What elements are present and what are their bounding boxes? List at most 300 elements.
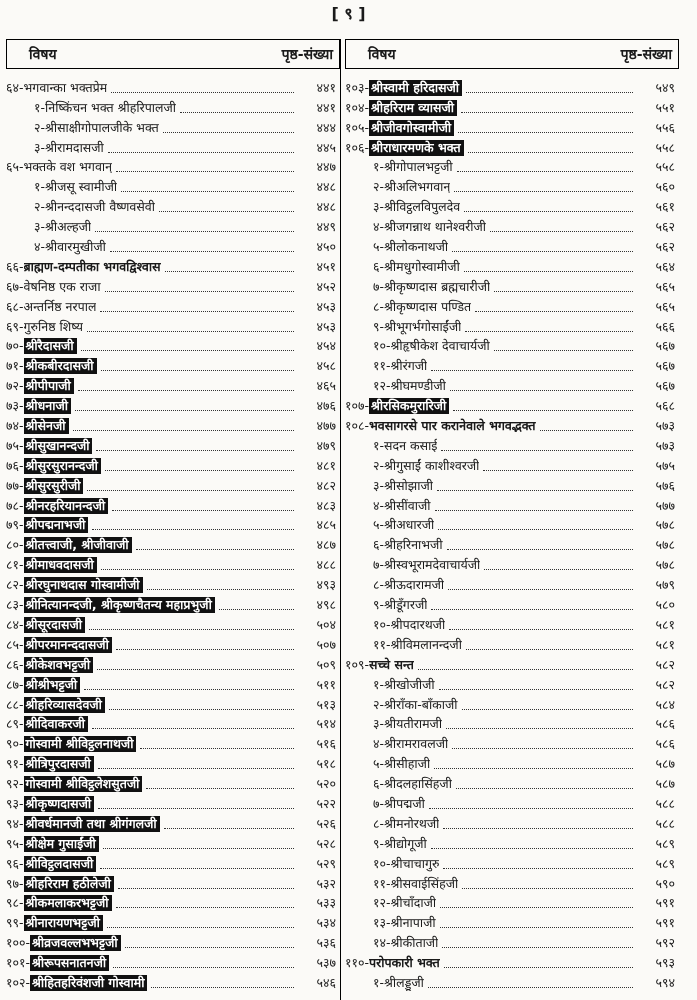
entry-title: श्रीखोजीजी [384, 676, 435, 692]
toc-entry [6, 175, 340, 195]
toc-entry [345, 335, 679, 355]
dot-leader [110, 251, 294, 252]
toc-entry [6, 335, 340, 355]
entry-title: श्रीसवाईसिंहजी [390, 875, 459, 891]
toc-entry [6, 732, 340, 752]
entry-title: श्रीश्रीभट्टजी [24, 677, 81, 693]
entry-title: श्रीमधुगोस्वामीजी [384, 258, 460, 274]
entry-number: ७२- [6, 378, 24, 394]
entry-page-number: ५९३ [655, 955, 675, 971]
dot-leader [78, 390, 294, 391]
entry-title: श्रीपीपाजी [24, 378, 74, 394]
entry-page-number: ४४८ [316, 199, 336, 215]
entry-number: ७५- [6, 437, 24, 453]
toc-entry [345, 613, 679, 633]
dot-leader [429, 808, 633, 809]
entry-page-number: ५९४ [655, 974, 675, 990]
toc-entry [345, 553, 679, 573]
entry-number: ६७- [6, 278, 24, 294]
toc-entry [345, 732, 679, 752]
dot-leader [468, 152, 633, 153]
entry-number: ७०- [6, 338, 24, 354]
entry-number: ८३- [6, 597, 24, 613]
toc-entry [345, 474, 679, 494]
dot-leader [418, 669, 633, 670]
entry-number: १०- [373, 855, 391, 871]
entry-number: ६- [373, 258, 385, 274]
dot-leader [462, 888, 633, 889]
entry-number: ८४- [6, 616, 24, 632]
subject-label: विषय [29, 46, 57, 63]
entry-page-number: ५५८ [655, 139, 675, 155]
toc-column-right [345, 39, 679, 1000]
entry-title: श्रीभूगर्भगोसाईंजी [384, 318, 462, 334]
entry-number: ११०- [345, 955, 370, 971]
dot-leader [437, 490, 633, 491]
entry-number: ९९- [6, 915, 24, 931]
entry-number: ९७- [6, 875, 24, 891]
toc-entry [345, 673, 679, 693]
dot-leader [95, 231, 294, 232]
toc-entry [345, 354, 679, 374]
toc-entry [345, 394, 679, 414]
toc-entry [6, 533, 340, 553]
entry-number: ९- [373, 318, 385, 334]
entry-number: १०९- [345, 656, 370, 672]
entry-title: श्रीविट्ठलविपुलदेव [384, 199, 461, 215]
entry-title: श्रीसुरसुरीजी [24, 478, 84, 494]
entry-title: श्रीसींवाजी [384, 497, 431, 513]
toc-entry [6, 494, 340, 514]
entry-number: ६- [373, 537, 385, 553]
entry-number: १०१- [6, 955, 31, 971]
toc-entry [6, 315, 340, 335]
toc-entry [345, 971, 679, 991]
entry-number: ८१- [6, 557, 24, 573]
entry-page-number: ४४७ [316, 159, 336, 175]
entry-page-number: ५८२ [655, 676, 675, 692]
entry-number: ९२- [6, 776, 24, 792]
entry-number: १०५- [345, 119, 370, 135]
toc-entry [345, 116, 679, 136]
toc-entry [345, 374, 679, 394]
entry-number: ७९- [6, 517, 24, 533]
entry-page-number: ५३२ [316, 875, 336, 891]
dot-leader [446, 728, 633, 729]
toc-entry [345, 96, 679, 116]
entry-title: श्रीराँका-बाँकाजी [384, 696, 458, 712]
entry-page-number: ५६७ [655, 358, 675, 374]
entry-number: १- [373, 974, 385, 990]
toc-entry [345, 76, 679, 96]
entry-title: श्रीचाचागुरु [390, 855, 440, 871]
dot-leader [164, 828, 294, 829]
entry-number: ४- [34, 239, 46, 255]
dot-leader [116, 171, 294, 172]
entry-page-number: ५६५ [655, 278, 675, 294]
toc-entry [345, 772, 679, 792]
page-number: [ ९ ] [331, 4, 366, 23]
entry-number: ४- [373, 219, 385, 235]
dot-leader [107, 927, 294, 928]
toc-entry [6, 553, 340, 573]
dot-leader [475, 311, 633, 312]
dot-leader [112, 510, 294, 511]
entry-page-number: ४४९ [316, 219, 336, 235]
toc-entry [6, 673, 340, 693]
entry-page-number: ५२८ [316, 835, 336, 851]
toc-entry [6, 573, 340, 593]
dot-leader [73, 430, 294, 431]
entry-title: श्रीहरिराम व्यासजी [369, 100, 457, 116]
dot-leader [113, 967, 294, 968]
entry-number: ९- [373, 835, 385, 851]
entry-page-number: ५५६ [655, 119, 675, 135]
entry-number: १०४- [345, 99, 370, 115]
entry-title: गोस्वामी श्रीविट्ठलेशसुतजी [24, 776, 143, 792]
dot-leader [428, 987, 633, 988]
entry-number: १- [373, 676, 385, 692]
entry-number: ६९- [6, 318, 24, 334]
entry-page-number: ५८० [655, 597, 675, 613]
entry-title: श्रीनापाजी [390, 915, 436, 931]
dot-leader [75, 410, 294, 411]
dot-leader [494, 291, 633, 292]
entry-number: ७७- [6, 477, 24, 493]
entry-page-number: ५७३ [655, 418, 675, 434]
entry-number: २- [373, 696, 385, 712]
entry-number: ९४- [6, 815, 24, 831]
entry-title: सदन कसाई [384, 437, 438, 453]
entry-number: १०८- [345, 418, 370, 434]
entry-title: श्रीगुसाईं काशीश्वरजी [384, 457, 480, 473]
dot-leader [466, 92, 633, 93]
entry-title: श्रीसीहाजी [384, 756, 431, 772]
dot-leader [81, 350, 294, 351]
entry-title: श्रीजगन्नाथ थानेश्वरीजी [384, 219, 487, 235]
entry-title: श्रीकबीरदासजी [24, 358, 97, 374]
toc-entry [6, 812, 340, 832]
entry-number: ६४- [6, 79, 24, 95]
toc-entry [345, 693, 679, 713]
dot-leader [457, 171, 633, 172]
entry-number: ९०- [6, 736, 24, 752]
entry-title: श्रीकेशवभट्टजी [24, 657, 94, 673]
dot-leader [456, 788, 633, 789]
dot-leader [100, 311, 294, 312]
entry-title: श्रीपद्मजी [384, 795, 425, 811]
entry-title: श्रीत्रिपुरदासजी [24, 756, 94, 772]
toc-entry [345, 315, 679, 335]
toc-entry [345, 195, 679, 215]
page-label: पृष्ठ-संख्या [281, 46, 333, 63]
dot-leader [98, 808, 294, 809]
entry-number: ७४- [6, 418, 24, 434]
toc-entry [6, 96, 340, 116]
entry-page-number: ५८७ [655, 756, 675, 772]
toc-entry [345, 653, 679, 673]
entry-page-number: ५५८ [655, 159, 675, 175]
toc-entry [345, 175, 679, 195]
entry-title: ब्राह्मण-दम्पतीका भगवद्विश्वास [23, 258, 161, 274]
entry-page-number: ५८४ [655, 696, 675, 712]
entry-title: श्रीसुखानन्दजी [24, 438, 93, 454]
entry-page-number: ५८९ [655, 835, 675, 851]
dot-leader [484, 569, 633, 570]
entry-page-number: ५८६ [655, 716, 675, 732]
entry-page-number: ५६७ [655, 378, 675, 394]
toc-entry [345, 514, 679, 534]
entry-title: श्रीगोपालभट्टजी [384, 159, 453, 175]
column-divider [340, 39, 341, 1000]
toc-entry [345, 892, 679, 912]
toc-entry [6, 255, 340, 275]
entry-number: ५- [373, 517, 385, 533]
entry-page-number: ४४१ [316, 99, 336, 115]
entry-title: श्रीसेनजी [24, 418, 69, 434]
entry-page-number: ५७९ [655, 577, 675, 593]
toc-list [345, 76, 679, 991]
toc-entry [6, 136, 340, 156]
toc-entry [345, 812, 679, 832]
entry-page-number: ५७७ [655, 497, 675, 513]
entry-page-number: ५८६ [655, 736, 675, 752]
entry-page-number: ५८७ [655, 776, 675, 792]
entry-title: श्रीवर्धमानजी तथा श्रीगंगलजी [24, 816, 160, 832]
dot-leader [494, 350, 633, 351]
toc-entry [345, 235, 679, 255]
toc-entry [6, 971, 340, 991]
entry-page-number: ५२९ [316, 855, 336, 871]
toc-entry [345, 593, 679, 613]
entry-number: ४- [373, 736, 385, 752]
toc-entry [345, 752, 679, 772]
entry-title: भगवान्का भक्तप्रेम [23, 79, 108, 95]
entry-number: ९- [373, 597, 385, 613]
toc-entry [6, 892, 340, 912]
dot-leader [465, 331, 633, 332]
dot-leader [136, 549, 294, 550]
entry-page-number: ४४५ [316, 139, 336, 155]
entry-title: श्रीमनोरथजी [384, 815, 440, 831]
entry-title: श्रीकृष्णदासजी [24, 796, 95, 812]
dot-leader [431, 370, 633, 371]
toc-entry [6, 195, 340, 215]
entry-page-number: ४९८ [316, 597, 336, 613]
toc-entry [6, 474, 340, 494]
entry-title: श्रीद्योगूजी [384, 835, 427, 851]
dot-leader [180, 112, 294, 113]
entry-page-number: ५६० [655, 179, 675, 195]
dot-leader [163, 132, 294, 133]
entry-page-number: ५७६ [655, 477, 675, 493]
entry-number: ८५- [6, 636, 24, 652]
entry-page-number: ५७८ [655, 517, 675, 533]
dot-leader [87, 331, 294, 332]
toc-list [6, 76, 340, 991]
dot-leader [219, 609, 294, 610]
entry-page-number: ५६५ [655, 298, 675, 314]
entry-page-number: ४५८ [316, 358, 336, 374]
dot-leader [111, 92, 294, 93]
entry-page-number: ५८८ [655, 815, 675, 831]
entry-number: ८- [373, 298, 385, 314]
entry-number: १- [373, 159, 385, 175]
toc-entry [345, 414, 679, 434]
entry-title: श्रीपदारथजी [390, 616, 446, 632]
toc-entry [6, 852, 340, 872]
entry-page-number: ५१६ [316, 736, 336, 752]
entry-title: श्रीजसू स्वामीजी [45, 179, 118, 195]
toc-entry [345, 275, 679, 295]
dot-leader [431, 609, 633, 610]
entry-page-number: ५८१ [655, 616, 675, 632]
dot-leader [458, 132, 633, 133]
entry-page-number: ५९२ [655, 935, 675, 951]
entry-title: श्रीरंगजी [390, 358, 428, 374]
toc-entry [345, 713, 679, 733]
entry-page-number: ४५१ [316, 258, 336, 274]
entry-page-number: ५०४ [316, 616, 336, 632]
toc-entry [6, 713, 340, 733]
entry-title: श्रीव्रजवल्लभभट्टजी [30, 935, 121, 951]
entry-number: ६८- [6, 298, 24, 314]
entry-number: ६६- [6, 258, 24, 274]
entry-page-number: ४८५ [316, 517, 336, 533]
entry-page-number: ५६२ [655, 219, 675, 235]
toc-entry [6, 354, 340, 374]
entry-title: श्रीरघुनाथदास गोस्वामीजी [24, 577, 143, 593]
column-header [6, 39, 340, 69]
entry-title: श्रीस्वामी हरिदासजी [369, 80, 462, 96]
entry-number: १३- [373, 915, 391, 931]
entry-title: श्रीकृष्णदास ब्रह्मचारीजी [384, 278, 491, 294]
entry-number: ८०- [6, 537, 24, 553]
entry-page-number: ५७५ [655, 457, 675, 473]
entry-number: ७६- [6, 457, 24, 473]
entry-title: श्रीअलिभगवान् [384, 179, 451, 195]
toc-entry [6, 116, 340, 136]
entry-title: श्रीनित्यानन्दजी, श्रीकृष्णचैतन्य महाप्रभुजी [24, 597, 215, 613]
toc-entry [345, 454, 679, 474]
dot-leader [490, 231, 633, 232]
entry-title: श्रीदिवाकरजी [24, 716, 88, 732]
toc-entry [345, 931, 679, 951]
toc-entry [6, 374, 340, 394]
dot-leader [159, 211, 294, 212]
entry-number: १२- [373, 378, 391, 394]
entry-page-number: ५८१ [655, 636, 675, 652]
entry-number: ७८- [6, 497, 24, 513]
dot-leader [103, 848, 294, 849]
toc-column-left [6, 39, 340, 1000]
entry-page-number: ५९० [655, 875, 675, 891]
entry-page-number: ४४४ [316, 119, 336, 135]
dot-leader [92, 529, 294, 530]
entry-number: ३- [34, 139, 46, 155]
entry-number: ६५- [6, 159, 24, 175]
toc-entry [345, 792, 679, 812]
entry-page-number: ५६२ [655, 239, 675, 255]
dot-leader [452, 748, 633, 749]
entry-page-number: ४४१ [316, 79, 336, 95]
entry-page-number: ५७३ [655, 437, 675, 453]
entry-number: ५- [373, 239, 385, 255]
entry-number: १०- [373, 616, 391, 632]
entry-number: ४- [373, 497, 385, 513]
entry-number: १००- [6, 935, 31, 951]
entry-title: श्रीसुरसुरानन्दजी [24, 458, 101, 474]
entry-number: ७- [373, 278, 385, 294]
entry-page-number: ४८७ [316, 537, 336, 553]
entry-title: श्रीयतीरामजी [384, 716, 443, 732]
entry-title: श्रीनन्ददासजी वैष्णवसेवी [45, 199, 155, 215]
entry-title: श्रीचाँदाजी [390, 895, 437, 911]
entry-title: श्रीकीताजी [390, 935, 439, 951]
toc-entry [345, 633, 679, 653]
entry-number: ८९- [6, 716, 24, 732]
entry-page-number: ५६४ [655, 258, 675, 274]
entry-title: श्रीसूरदासजी [24, 617, 86, 633]
toc-entry [6, 454, 340, 474]
dot-leader [442, 947, 633, 948]
dot-leader [116, 649, 294, 650]
dot-leader [434, 768, 633, 769]
entry-title: श्रीहृषीकेश देवाचार्यजी [390, 338, 490, 354]
dot-leader [438, 529, 633, 530]
entry-title: श्रीकमलाकरभट्टजी [24, 895, 112, 911]
entry-number: २- [34, 199, 46, 215]
entry-number: ८२- [6, 577, 24, 593]
entry-page-number: ५२६ [316, 815, 336, 831]
entry-title: श्रीलोकनाथजी [384, 239, 449, 255]
entry-page-number: ४९३ [316, 577, 336, 593]
dot-leader [431, 848, 633, 849]
entry-page-number: ४४८ [316, 179, 336, 195]
dot-leader [462, 709, 633, 710]
entry-page-number: ५७८ [655, 557, 675, 573]
toc-entry [345, 215, 679, 235]
entry-number: २- [373, 179, 385, 195]
entry-title: श्रीराधारमणके भक्त [369, 140, 464, 156]
dot-leader [466, 649, 633, 650]
dot-leader [450, 390, 633, 391]
dot-leader [92, 728, 294, 729]
dot-leader [443, 828, 633, 829]
entry-page-number: ४५४ [316, 338, 336, 354]
toc-entry [345, 494, 679, 514]
entry-page-number: ४८८ [316, 557, 336, 573]
entry-page-number: ४७७ [316, 418, 336, 434]
entry-page-number: ४५२ [316, 278, 336, 294]
entry-page-number: ५८२ [655, 656, 675, 672]
entry-number: ३- [373, 199, 385, 215]
dot-leader [441, 450, 633, 451]
toc-entry [345, 434, 679, 454]
entry-page-number: ५०९ [316, 656, 336, 672]
dot-leader [84, 689, 294, 690]
dot-leader [461, 112, 633, 113]
dot-leader [98, 768, 294, 769]
entry-number: १४- [373, 935, 391, 951]
toc-entry [6, 633, 340, 653]
entry-page-number: ५११ [316, 676, 336, 692]
toc-entry [345, 156, 679, 176]
dot-leader [118, 888, 294, 889]
entry-title: श्रीनारायणभट्टजी [24, 915, 103, 931]
entry-page-number: ४७९ [316, 437, 336, 453]
entry-number: ९३- [6, 795, 24, 811]
